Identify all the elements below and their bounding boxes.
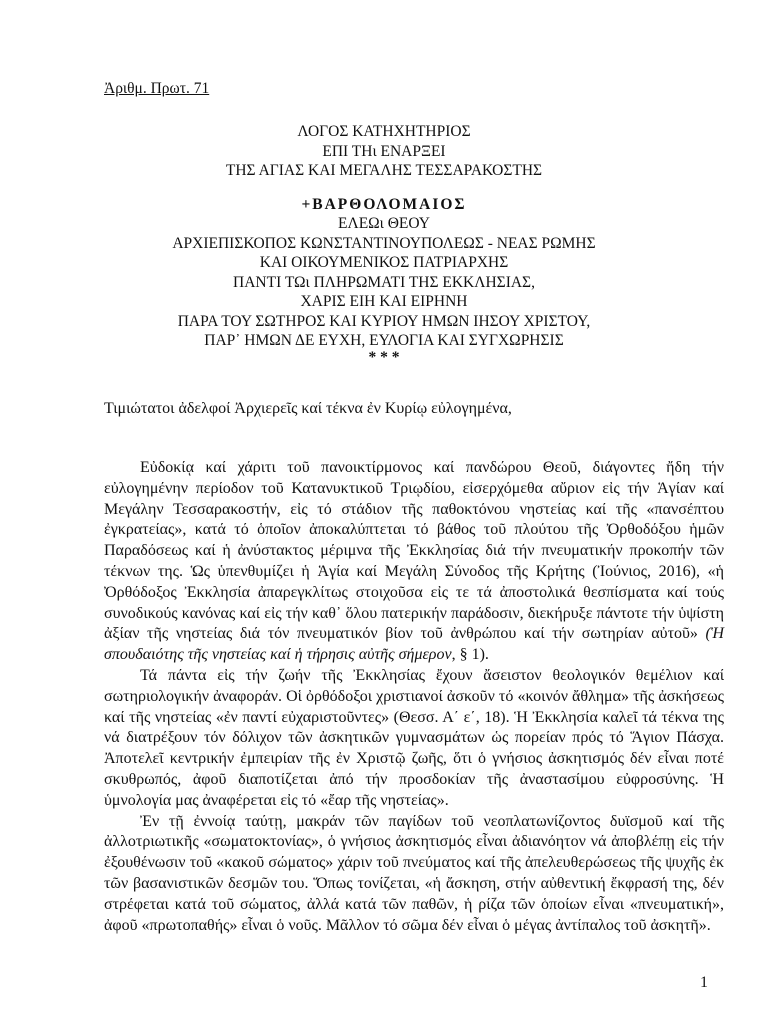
- paragraph-1: [104, 458, 724, 666]
- address-line: ΚΑΙ ΟΙΚΟΥΜΕΝΙΚΟΣ ΠΑΤΡΙΑΡΧΗΣ: [259, 254, 509, 271]
- address-line: ΠΑΡΑ ΤΟΥ ΣΩΤΗΡΟΣ ΚΑΙ ΚΥΡΙΟΥ ΗΜΩΝ ΙΗΣΟΥ ΧΡΙΣΤΟΥ,: [177, 312, 591, 330]
- protocol-number: Ἀριθμ. Πρωτ. 71: [104, 80, 210, 97]
- salutation: Τιμιώτατοι ἀδελφοί Ἀρχιερεῖς καί τέκνα ἐν Κυρίῳ εὐλογημένα,: [104, 400, 512, 417]
- address-line: ΑΡΧΙΕΠΙΣΚΟΠΟΣ ΚΩΝΣΤΑΝΤΙΝΟΥΠΟΛΕΩΣ - ΝΕΑΣ ΡΩΜΗΣ: [172, 234, 596, 252]
- address-line: ΕΛΕΩι ΘΕΟΥ: [337, 215, 431, 232]
- patriarch-name: +ΒΑΡΘΟΛΟΜΑΙΟΣ: [301, 195, 467, 213]
- address-line: ΧΑΡΙΣ ΕΙΗ ΚΑΙ ΕΙΡΗΝΗ: [300, 293, 468, 310]
- address-line: ΠΑΝΤΙ ΤΩι ΠΛΗΡΩΜΑΤΙ ΤΗΣ ΕΚΚΛΗΣΙΑΣ,: [233, 273, 535, 291]
- paragraph-1-text: Εὐδοκίᾳ καί χάριτι τοῦ πανοικτίρμονος καί πανδώρου Θεοῦ, διάγοντες ἤδη τήν εὐλογημένην περίοδον τοῦ Κατανυκτικοῦ Τριῳδίου, εἰσερχόμεθα αὔριον εἰς τήν Ἁγίαν καί Μεγάλην Τεσσαρακοστήν, εἰς τό στάδιον τῆς παθοκτόνου νηστείας καί τῆς «πανσέπτου ἐγκρατείας», κατά τό ὁποῖον ἀποκαλύπτεται τό βάθος τοῦ πλούτου τῆς Ὀρθοδόξου ἡμῶν Παραδόσεως καί ἡ ἀνύστακτος μέριμνα τῆς Ἐκκλησίας διά τήν πνευματικήν προκοπήν τῶν τέκνων της. Ὡς ὑπενθυμίζει ἡ Ἁγία καί Μεγάλη Σύνοδος τῆς Κρήτης (Ἰούνιος, 2016), «ἡ Ὀρθόδοξος Ἐκκλησία ἀπαρεγκλίτως στοιχοῦσα εἰς τε τά ἀποστολικά θεσπίσματα καί τούς συνοδικούς κανόνας καί εἰς τήν καθ᾽ ὅλου πατερικήν παράδοσιν, διεκήρυξε πάντοτε τήν ὑψίστη ἀξίαν τῆς νηστείας διά τόν πνευματικόν βίον τοῦ ἀνθρώπου καί τήν σωτηρίαν αὐτοῦ»: [104, 459, 724, 643]
- title-line: ΤΗΣ ΑΓΙΑΣ ΚΑΙ ΜΕΓΑΛΗΣ ΤΕΣΣΑΡΑΚΟΣΤΗΣ: [225, 162, 543, 179]
- address-line: ΠΑΡ᾽ ΗΜΩΝ ΔΕ ΕΥΧΗ, ΕΥΛΟΓΙΑ ΚΑΙ ΣΥΓΧΩΡΗΣΙΣ: [204, 332, 564, 349]
- page-number: 1: [700, 974, 708, 991]
- title-line: ΛΟΓΟΣ ΚΑΤΗΧΗΤΗΡΙΟΣ: [297, 123, 471, 140]
- paragraph-1-end: , § 1).: [451, 646, 489, 664]
- title-line: ΕΠΙ ΤΗι ΕΝΑΡΞΕΙ: [322, 142, 446, 160]
- separator-stars: * * *: [368, 348, 400, 366]
- citation: (Ἡ σπουδαιότης τῆς νηστείας καί ἡ τήρησις αὐτῆς σήμερον: [104, 625, 724, 664]
- paragraph-2: Τά πάντα εἰς τήν ζωήν τῆς Ἐκκλησίας ἔχουν ἄσειστον θεολογικόν θεμέλιον καί σωτηριολογικήν ἀναφοράν. Οἱ ὀρθόδοξοι χριστιανοί ἀσκοῦν τό «κοινόν ἄθλημα» τῆς ἀσκήσεως καί τῆς νηστείας «ἐν παντί εὐχαριστοῦντες» (Θεσσ. Α΄ ε΄, 18). Ἡ Ἐκκλησία καλεῖ τά τέκνα της νά διατρέξουν τόν δόλιχον τῶν ἀσκητικῶν γυμνασμάτων ὡς πορείαν πρός τό Ἅγιον Πάσχα. Ἀποτελεῖ κεντρικήν ἐμπειρίαν τῆς ἐν Χριστῷ ζωῆς, ὅτι ὁ γνήσιος ἀσκητισμός δέν εἶναι ποτέ σκυθρωπός, ἀφοῦ διαποτίζεται ἀπό τήν προσδοκίαν τῆς ἀναστασίμου εὐφροσύνης. Ἡ ὑμνολογία μας ἀναφέρεται εἰς τό «ἔαρ τῆς νηστείας».: [104, 666, 724, 809]
- paragraph-3: Ἐν τῇ ἐννοίᾳ ταύτῃ, μακράν τῶν παγίδων τοῦ νεοπλατωνίζοντος δυϊσμοῦ καί τῆς ἀλλοτριωτικῆς «σωματοκτονίας», ὁ γνήσιος ἀσκητισμός εἶναι ἀδιανόητον νά ἀποβλέπῃ εἰς τήν ἐξουθένωσιν τοῦ «κακοῦ σώματος» χάριν τοῦ πνεύματος καί τῆς ἀπελευθερώσεως τῆς ψυχῆς ἐκ τῶν βασανιστικῶν δεσμῶν του. Ὅπως τονίζεται, «ἡ ἄσκηση, στήν αὐθεντική ἔκφρασή της, δέν στρέφεται κατά τοῦ σώματος, ἀλλά κατά τῶν παθῶν, ἡ ρίζα τῶν ὁποίων εἶναι «πνευματική», ἀφοῦ «πρωτοπαθής» εἶναι ὁ νοῦς. Μᾶλλον τό σῶμα δέν εἶναι ὁ μέγας ἀντίπαλος τοῦ ἀσκητῆ».: [104, 812, 724, 934]
- heading-block: [0, 122, 768, 365]
- body-text: [104, 458, 724, 936]
